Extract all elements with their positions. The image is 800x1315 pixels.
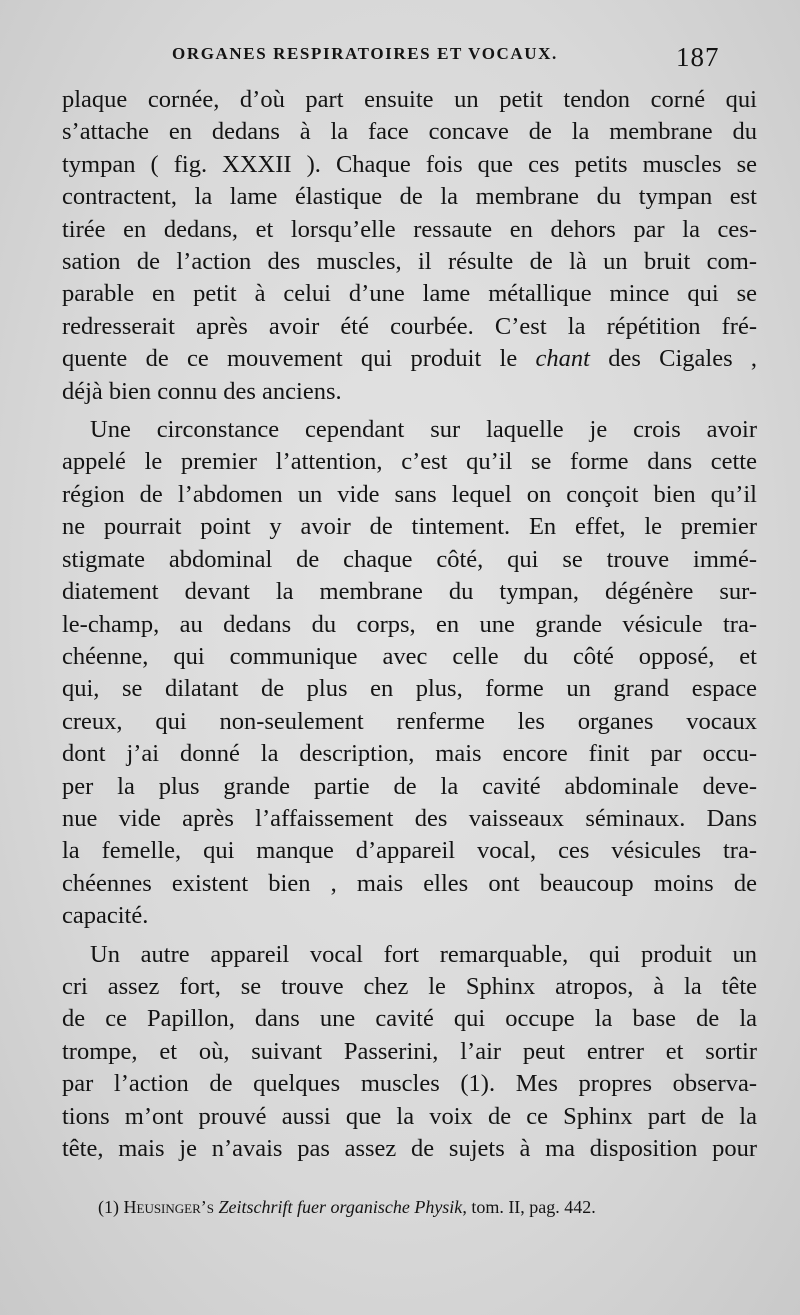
- text-segment: quente de ce mouvement qui produit le: [62, 345, 536, 373]
- text-line: la femelle, qui manque d’appareil vocal, ces vésicules tra-: [62, 837, 757, 865]
- text-line: cri assez fort, se trouve chez le Sphinx atropos, à la tête: [62, 972, 757, 1000]
- text-line: per la plus grande partie de la cavité abdominale deve-: [62, 772, 757, 800]
- text-line: parable en petit à celui d’une lame métallique mince qui se: [62, 280, 757, 308]
- italic-word: chant: [535, 345, 590, 373]
- text-segment: des Cigales ,: [589, 345, 757, 373]
- page-number: 187: [676, 42, 720, 72]
- text-line: tions m’ont prouvé aussi que la voix de ce Sphinx part de la: [62, 1102, 757, 1130]
- text-line: plaque cornée, d’où part ensuite un petit tendon corné qui: [62, 86, 757, 113]
- text-line: Un autre appareil vocal fort remarquable, qui produit un: [90, 940, 757, 968]
- main-text: [62, 84, 757, 1165]
- text-line: nue vide après l’affaissement des vaisseaux séminaux. Dans: [62, 804, 757, 832]
- text-line: le-champ, au dedans du corps, en une grande vésicule tra-: [62, 610, 757, 638]
- text-line: tympan ( fig. XXXII ). Chaque fois que ces petits muscles se: [62, 150, 757, 178]
- text-line: contractent, la lame élastique de la membrane du tympan est: [62, 183, 757, 211]
- text-line: tête, mais je n’avais pas assez de sujets à ma disposition pour: [62, 1135, 757, 1162]
- text-line: sation de l’action des muscles, il résulte de là un bruit com-: [62, 248, 757, 276]
- text-line: par l’action de quelques muscles (1). Mes propres observa-: [62, 1070, 757, 1098]
- paragraph-3: [62, 939, 757, 1166]
- text-line: chéenne, qui communique avec celle du côté opposé, et: [62, 642, 757, 670]
- text-line: redresserait après avoir été courbée. C’est la répétition fré-: [62, 312, 757, 340]
- footnote-journal: Zeitschrift fuer organische Physik: [218, 1197, 463, 1217]
- text-line: capacité.: [62, 902, 149, 930]
- text-line: stigmate abdominal de chaque côté, qui se trouve immé-: [62, 545, 757, 573]
- text-line: tirée en dedans, et lorsqu’elle ressaute en dehors par la ces-: [62, 215, 757, 243]
- footnote-reference: , tom. II, pag. 442.: [462, 1197, 596, 1217]
- footnote-marker: (1): [98, 1197, 119, 1217]
- text-line: [62, 343, 757, 375]
- text-line: région de l’abdomen un vide sans lequel on conçoit bien qu’il: [62, 480, 757, 508]
- text-line: s’attache en dedans à la face concave de la membrane du: [62, 118, 757, 146]
- paragraph-1: [62, 84, 757, 408]
- text-line: de ce Papillon, dans une cavité qui occupe la base de la: [62, 1005, 757, 1033]
- text-line: chéennes existent bien , mais elles ont beaucoup moins de: [62, 869, 757, 897]
- footnote: [98, 1197, 768, 1218]
- text-line: ne pourrait point y avoir de tintement. En effet, le premier: [62, 513, 757, 541]
- paragraph-2: [62, 414, 757, 933]
- text-line: trompe, et où, suivant Passerini, l’air peut entrer et sortir: [62, 1037, 757, 1065]
- text-line: dont j’ai donné la description, mais encore finit par occu-: [62, 740, 757, 768]
- text-line: qui, se dilatant de plus en plus, forme un grand espace: [62, 675, 757, 703]
- running-title: ORGANES RESPIRATOIRES ET VOCAUX.: [172, 44, 558, 63]
- text-line: Une circonstance cependant sur laquelle je crois avoir: [90, 416, 757, 444]
- footnote-author: Heusinger’s: [123, 1197, 214, 1217]
- text-line: déjà bien connu des anciens.: [62, 377, 342, 405]
- text-line: appelé le premier l’attention, c’est qu’il se forme dans cette: [62, 448, 757, 476]
- text-line: creux, qui non-seulement renferme les organes vocaux: [62, 707, 757, 735]
- text-line: diatement devant la membrane du tympan, dégénère sur-: [62, 578, 757, 606]
